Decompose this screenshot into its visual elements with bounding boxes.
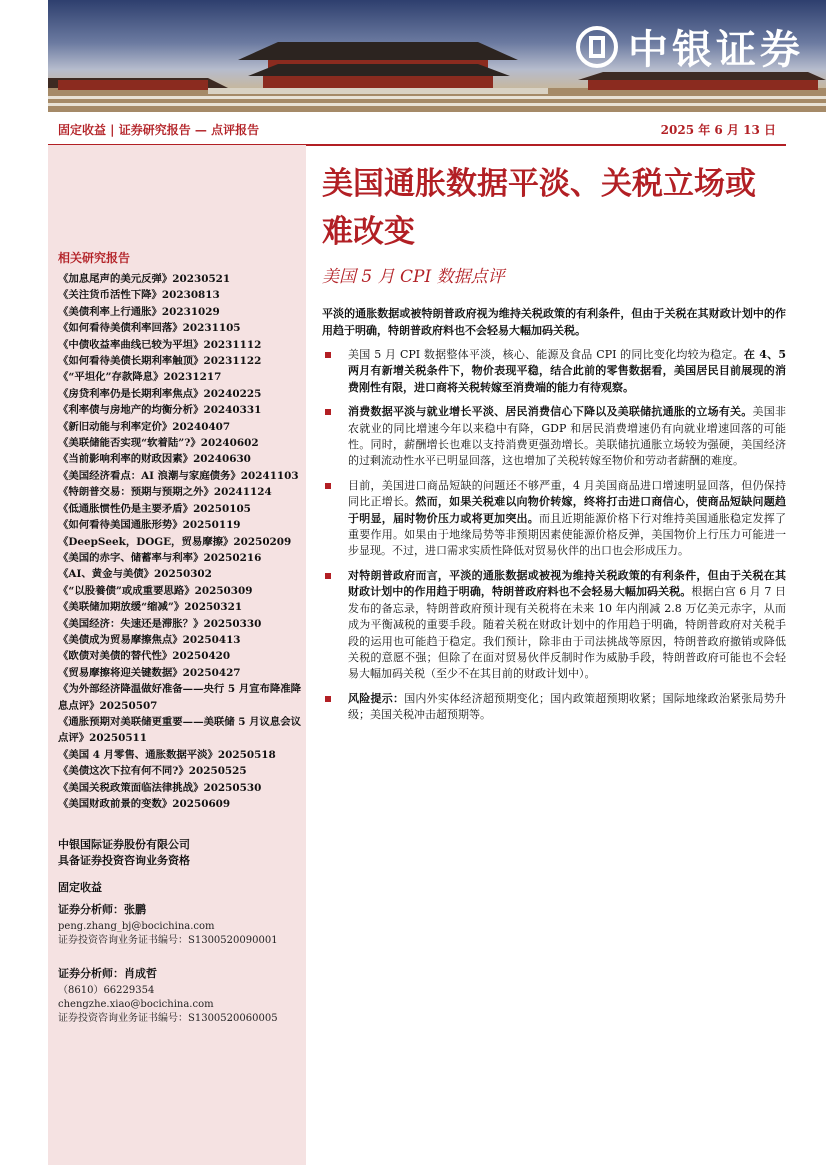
key-point-emphasis: 在 4、5 两月有新增关税条件下，物价表现平稳，结合此前的零售数据看，美国居民目前展现的消费刚性有限，进口商将关税转嫁至消费端的能力有待观察。 <box>348 348 786 394</box>
related-report-item[interactable]: 《当前影响利率的财政因素》20240630 <box>58 453 251 466</box>
logo-text: 中银证券 <box>628 27 804 73</box>
related-report-item[interactable]: 《美国的赤字、储蓄率与利率》20250216 <box>58 551 262 564</box>
related-report-item[interactable]: 《“平坦化”存款降息》20231217 <box>58 371 222 384</box>
sidebar <box>48 145 306 1165</box>
report-body <box>322 150 786 724</box>
analyst-email[interactable]: chengzhe.xiao@bocichina.com <box>58 999 214 1010</box>
related-report-item[interactable]: 《特朗普交易：预期与预期之外》20241124 <box>58 486 272 499</box>
key-point <box>322 347 786 396</box>
related-report-item[interactable]: 《美国 4 月零售、通胀数据平淡》20250518 <box>58 748 276 761</box>
related-report-item[interactable]: 《美国经济：失速还是滞胀？》20250330 <box>58 617 262 630</box>
related-report-item[interactable]: 《美国财政前景的变数》20250609 <box>58 798 231 810</box>
related-report-item[interactable]: 《AI、黄金与美债》20250302 <box>58 568 212 581</box>
related-report-item[interactable]: 《美债这次下拉有何不同?》20250525 <box>58 765 247 778</box>
key-point-text: 美国 5 月 CPI 数据整体平淡，核心、能源及食品 CPI 的同比变化均较为稳定。 <box>348 348 744 361</box>
key-point-emphasis: 消费数据平淡与就业增长平淡、居民消费信心下降以及美联储抗通胀的立场有关。 <box>348 405 753 419</box>
related-report-item[interactable]: 《利率债与房地产的均衡分析》20240331 <box>58 404 262 417</box>
related-report-item[interactable]: 《为外部经济降温做好准备——央行 5 月宣布降准降息点评》20250507 <box>58 683 302 712</box>
related-report-item[interactable]: 《美联储加期放缓“缩减”》20250321 <box>58 601 243 614</box>
related-report-item[interactable]: 《美联储能否实现“软着陆”?》20240602 <box>58 437 259 450</box>
key-point <box>322 404 786 470</box>
company-logo <box>576 18 804 75</box>
related-report-item[interactable]: 《如何看待美债利率回落》20231105 <box>58 322 241 335</box>
related-report-item[interactable]: 《美债成为贸易摩擦焦点》20250413 <box>58 633 241 646</box>
related-report-item[interactable]: 《如何看待美国通胀形势》20250119 <box>58 519 241 532</box>
sidebar-category: 固定收益 <box>58 881 102 894</box>
related-reports-title: 相关研究报告 <box>58 251 131 265</box>
related-report-item[interactable]: 《中债收益率曲线已较为平坦》20231112 <box>58 338 262 351</box>
key-point <box>322 478 786 560</box>
analyst-license: 证券投资咨询业务证书编号：S1300520060005 <box>58 1013 278 1024</box>
analyst-phone: （8610）66229354 <box>58 985 155 996</box>
related-report-item[interactable]: 《美国关税政策面临法律挑战》20250530 <box>58 781 262 794</box>
report-header-bar <box>48 116 786 146</box>
header-banner <box>48 0 826 112</box>
key-point-text: 美国非农就业的同比增速今年以来稳中有降，GDP 和居民消费增速仍有向就业增速回落的可能性。同时，薪酬增长也难以支持消费更强劲增长。美联储抗通胀立场较为强硬，美国经济的过剩流动性水平已明显回落，这也增加了关税转嫁至物价和劳动者薪酬的难度。 <box>348 405 787 468</box>
key-point <box>322 568 786 683</box>
related-report-item[interactable]: 《加息尾声的美元反弹》20230521 <box>58 273 231 285</box>
related-report-item[interactable]: 《“以股養债”或成重要思路》20250309 <box>58 584 253 597</box>
related-report-item[interactable]: 《欧债对美债的替代性》20250420 <box>58 650 231 663</box>
company-qualification: 具备证券投资咨询业务资格 <box>58 854 190 867</box>
related-reports-list <box>58 271 302 812</box>
related-report-item[interactable]: 《低通胀惯性仍是主要矛盾》20250105 <box>58 502 251 515</box>
related-report-item[interactable]: 《美债利率上行通胀》20231029 <box>58 305 220 318</box>
analyst-email[interactable]: peng.zhang_bj@bocichina.com <box>58 921 215 932</box>
key-point <box>322 691 786 724</box>
report-date: 2025 年 6 月 13 日 <box>660 123 776 137</box>
key-point-emphasis: 对特朗普政府而言，平淡的通胀数据或被视为维持关税政策的有利条件，但由于关税在其财政计划中的作用趋于明确，特朗普政府料也不会轻易大幅加码关税。 <box>348 568 786 599</box>
related-report-item[interactable]: 《贸易摩擦将迎关键数据》20250427 <box>58 666 241 679</box>
related-report-item[interactable]: 《新旧动能与利率定价》20240407 <box>58 420 231 433</box>
key-point-emphasis: 风险提示： <box>348 691 405 705</box>
company-name: 中银国际证券股份有限公司 <box>58 838 190 851</box>
analyst-name: 证券分析师：张鹏 <box>58 903 146 916</box>
related-report-item[interactable]: 《DeepSeek，DOGE，贸易摩擦》20250209 <box>58 535 292 548</box>
related-report-item[interactable]: 《美国经济看点：AI 浪潮与家庭债务》20241103 <box>58 469 299 482</box>
key-points <box>322 347 786 724</box>
key-point-emphasis: 然而，如果关税难以向物价转嫁，终将打击进口商信心，使商品短缺问题趋于明显，届时物价压力或将更加突出。 <box>348 495 786 525</box>
key-point-text: 而且近期能源价格下行对维持美国通胀稳定发挥了重要作用。如果由于地缘局势等非预期因素使能源价格反弹，美国物价上行压力可能进一步显现。不过，进口需求实质性降低对贸易伙伴的出口也会形成压力。 <box>348 511 787 558</box>
key-point-text: 国内外实体经济超预期变化；国内政策超预期收紧；国际地缘政治紧张局势升级；美国关税冲击超预期等。 <box>348 691 787 722</box>
report-title: 美国通胀数据平淡、关税立场或难改变 <box>322 166 756 250</box>
summary-lead: 平淡的通胀数据或被特朗普政府视为维持关税政策的有利条件，但由于关税在其财政计划中的作用趋于明确，特朗普政府料也不会轻易大幅加码关税。 <box>322 307 786 337</box>
related-report-item[interactable]: 《房贷利率仍是长期利率焦点》20240225 <box>58 387 262 400</box>
company-info <box>58 837 190 869</box>
related-report-item[interactable]: 《如何看待美债长期利率触顶》20231122 <box>58 355 262 368</box>
section-label: 固定收益 | 证券研究报告 — 点评报告 <box>58 123 260 137</box>
related-report-item[interactable]: 《关注货币活性下降》20230813 <box>58 289 220 302</box>
analyst-name: 证券分析师：肖成哲 <box>58 967 157 980</box>
analyst-license: 证券投资咨询业务证书编号：S1300520090001 <box>58 935 278 946</box>
boc-logo-icon <box>576 26 618 68</box>
analyst-card <box>58 967 278 1026</box>
key-point-text: 根据白宫 6 月 7 日发布的备忘录，特朗普政府预计现有关税将在未来 10 年内削减 2.8 万亿美元赤字，从而成为平衡减税的重要手段。随着关税在财政计划中的作用趋于明确，特朗普政府对关税手段的运用也可能趋于稳定。我们预计，除非由于司法挑战等原因，特朗普政府撤销或降低关税的意愿不强；但除了在面对贸易伙伴反制时作为威胁手段，特朗普政府可能也不会轻易大幅加码关税（至少不在其目前的财政计划中）。 <box>348 585 787 681</box>
related-report-item[interactable]: 《通胀预期对美联储更重要——美联储 5 月议息会议点评》20250511 <box>58 715 302 745</box>
key-point-text: 目前，美国进口商品短缺的问题还不够严重，4 月美国商品进口增速明显回落，但仍保持同比正增长。 <box>348 478 786 509</box>
report-subtitle: 美国 5 月 CPI 数据点评 <box>322 267 505 287</box>
analyst-card <box>58 903 278 948</box>
